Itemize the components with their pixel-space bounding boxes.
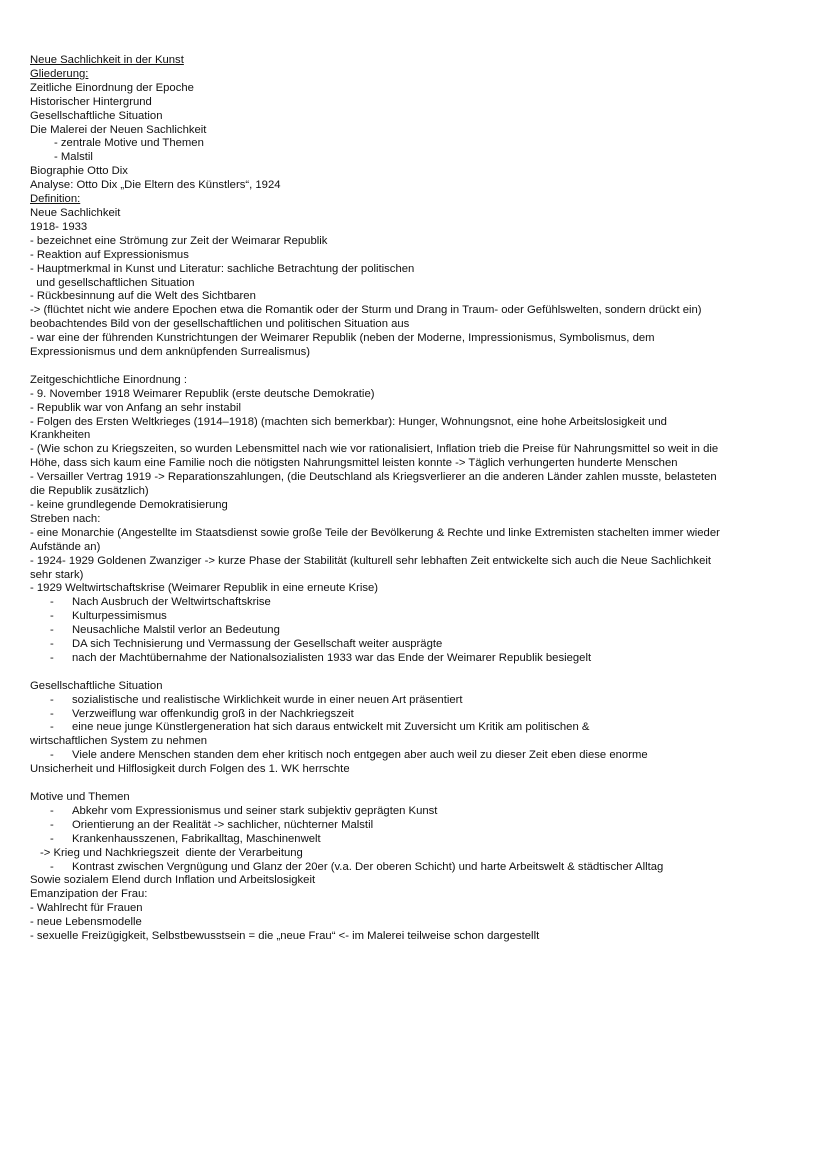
motive-bullet: - Kontrast zwischen Vergnügung und Glanz der 20er (v.a. Der oberen Schicht) und harte Arbeitswelt & städtischer Alltag (30, 861, 720, 875)
document-title: Neue Sachlichkeit in der Kunst (30, 54, 184, 66)
zeit-bullet: - Neusachliche Malstil verlor an Bedeutung (30, 624, 720, 638)
outline-item: Die Malerei der Neuen Sachlichkeit (30, 123, 207, 136)
outline-subitem: - Malstil (54, 151, 93, 164)
motive-bullet: - Abkehr vom Expressionismus und seiner stark subjektiv geprägten Kunst (30, 805, 720, 819)
zeit-line: - Folgen des Ersten Weltkrieges (1914–1918) (machten sich bemerkbar): Hunger, Wohnungsnot, eine hohe Arbeitslosigkeit und Krankheiten (30, 415, 667, 442)
definition-line: - Reaktion auf Expressionismus (30, 248, 189, 261)
zeit-heading: Zeitgeschichtliche Einordnung : (30, 373, 187, 386)
gesellschaft-bullet: - Viele andere Menschen standen dem eher kritisch noch entgegen aber auch weil zu dieser Zeit eben diese enorme (30, 749, 720, 763)
outline-heading: Gliederung: (30, 67, 89, 80)
gesellschaft-continuation: Unsicherheit und Hilflosigkeit durch Folgen des 1. WK herrschte (30, 763, 350, 776)
zeit-line: - Republik war von Anfang an sehr instabil (30, 401, 241, 414)
outline-subitem: - zentrale Motive und Themen (54, 137, 204, 150)
spacer (30, 666, 720, 680)
zeit-line: - 1924- 1929 Goldenen Zwanziger -> kurze Phase der Stabilität (kulturell sehr lebhaften Zeit entwickelte sich auch die Neue Sachlichkeit sehr stark) (30, 554, 712, 581)
definition-paragraph: -> (flüchtet nicht wie andere Epochen etwa die Romantik oder der Sturm und Drang in Traum- oder Gefühlswelten, sondern drückt ein) (30, 304, 702, 317)
zeit-bullet: - Kulturpessimismus (30, 610, 720, 624)
emanzipation-line: - neue Lebensmodelle (30, 916, 142, 929)
gesellschaft-bullet: - eine neue junge Künstlergeneration hat sich daraus entwickelt mit Zuversicht um Kritik am politischen & (30, 721, 720, 735)
zeit-line: - eine Monarchie (Angestellte im Staatsdienst sowie große Teile der Bevölkerung & Rechte und linke Extremisten stachelten immer wieder Aufstände an) (30, 526, 720, 553)
zeit-line: - 9. November 1918 Weimarer Republik (erste deutsche Demokratie) (30, 387, 375, 400)
motive-bullet: - Orientierung an der Realität -> sachlicher, nüchterner Malstil (30, 819, 720, 833)
emanzipation-line: - Wahlrecht für Frauen (30, 902, 143, 915)
spacer (30, 360, 720, 374)
motive-bullet: - Krankenhausszenen, Fabrikalltag, Maschinenwelt (30, 833, 720, 847)
definition-line: und gesellschaftlichen Situation (30, 276, 195, 289)
spacer (30, 777, 720, 791)
definition-heading: Definition: (30, 193, 81, 206)
zeit-line: - (Wie schon zu Kriegszeiten, so wurden Lebensmittel nach wie vor rationalisiert, Inflation trieb die Preise für Nahrungsmittel so weit in die Höhe, dass sich kaum eine Familie noch die nötigsten Nahrungsmittel leisten konnte -> Täglich verhungerten hunderte Menschen (30, 443, 719, 470)
definition-paragraph: - war eine der führenden Kunstrichtungen der Weimarer Republik (neben der Moderne, Impressionismus, Symbolismus, dem Expressionismus und dem anknüpfenden Surrealismus) (30, 332, 655, 359)
outline-item: Historischer Hintergrund (30, 95, 152, 108)
zeit-bullet: - nach der Machtübernahme der Nationalsozialisten 1933 war das Ende der Weimarer Republik besiegelt (30, 652, 720, 666)
outline-item: Biographie Otto Dix (30, 165, 128, 178)
motive-continuation: Sowie sozialem Elend durch Inflation und Arbeitslosigkeit (30, 874, 316, 887)
zeit-line: - 1929 Weltwirtschaftskrise (Weimarer Republik in eine erneute Krise) (30, 582, 379, 595)
motive-arrow-line: -> Krieg und Nachkriegszeit diente der Verarbeitung (40, 846, 303, 859)
definition-line: - Rückbesinnung auf die Welt des Sichtbaren (30, 290, 256, 303)
outline-item: Gesellschaftliche Situation (30, 109, 163, 122)
outline-item: Analyse: Otto Dix „Die Eltern des Künstlers“, 1924 (30, 179, 281, 192)
zeit-bullet: - Nach Ausbruch der Weltwirtschaftskrise (30, 596, 720, 610)
zeit-line: - keine grundlegende Demokratisierung (30, 498, 228, 511)
gesellschaft-continuation: wirtschaftlichen System zu nehmen (30, 735, 208, 748)
definition-line: - Hauptmerkmal in Kunst und Literatur: sachliche Betrachtung der politischen (30, 262, 415, 275)
gesellschaft-heading: Gesellschaftliche Situation (30, 679, 163, 692)
gesellschaft-bullet: - sozialistische und realistische Wirklichkeit wurde in einer neuen Art präsentiert (30, 694, 720, 708)
document-body (30, 54, 720, 944)
definition-line: - bezeichnet eine Strömung zur Zeit der Weimarar Republik (30, 234, 328, 247)
outline-item: Zeitliche Einordnung der Epoche (30, 81, 194, 94)
zeit-line: - Versailler Vertrag 1919 -> Reparationszahlungen, (die Deutschland als Kriegsverlierer an die anderen Länder zahlen musste, belasteten die Republik zusätzlich) (30, 471, 717, 498)
emanzipation-line: - sexuelle Freizügigkeit, Selbstbewusstsein = die „neue Frau“ <- im Malerei teilweise schon dargestellt (30, 930, 540, 943)
definition-paragraph: beobachtendes Bild von der gesellschaftlichen und politischen Situation aus (30, 318, 410, 331)
gesellschaft-bullet: - Verzweiflung war offenkundig groß in der Nachkriegszeit (30, 708, 720, 722)
motive-heading: Motive und Themen (30, 790, 130, 803)
definition-line: 1918- 1933 (30, 220, 88, 233)
zeit-bullet: - DA sich Technisierung und Vermassung der Gesellschaft weiter ausprägte (30, 638, 720, 652)
definition-line: Neue Sachlichkeit (30, 206, 121, 219)
emanzipation-heading: Emanzipation der Frau: (30, 888, 148, 901)
zeit-line: Streben nach: (30, 512, 101, 525)
